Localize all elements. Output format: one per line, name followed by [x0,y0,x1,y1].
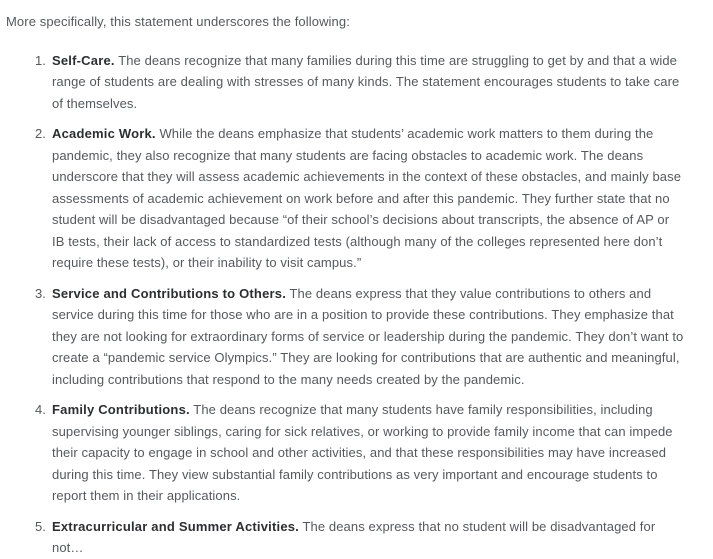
list-item-extracurricular [0,516,713,559]
list-item-text: The deans recognize that many students have family responsibilities, including supervising younger siblings, caring for sick relatives, or working to provide family income that can impede their capacity to engage in school and other activities, and that these responsibilities may have increased during this time. They view substantial family contributions as very important and encourage students to report them in their applications. [52,402,673,503]
list-item-heading: Extracurricular and Summer Activities. [52,518,299,534]
list-item-number: 1. [34,52,46,68]
list-item-academic-work [0,123,713,274]
list-item-service-contributions [0,283,713,391]
list-item-self-care [0,50,713,115]
list-item-family-contributions [0,399,713,507]
list-item-number: 4. [34,402,46,417]
list-item-heading: Family Contributions. [52,402,190,417]
list-item-number: 5. [34,518,46,534]
list-item-text: The deans express that they value contributions to others and service during this time for those who are in a position to provide these contributions. They emphasize that they are not looking for extraordinary forms of service or leadership during the pandemic. They don’t want to create a “pandemic service Olympics.” They are looking for contributions that are authentic and meaningful, including contributions that respond to the many needs created by the pandemic. [52,285,684,387]
numbered-list [0,50,713,559]
list-item-heading: Academic Work. [52,126,156,141]
list-item-number: 2. [34,126,46,141]
list-item-number: 3. [34,285,46,301]
list-item-heading: Self-Care. [52,52,115,68]
list-item-text: The deans recognize that many families during this time are struggling to get by and that a wide range of students are dealing with stresses of many kinds. The statement encourages students to take care of themselves. [52,52,680,111]
list-item-heading: Service and Contributions to Others. [52,285,287,301]
intro-paragraph: More specifically, this statement underscores the following: [6,14,350,29]
list-item-text: While the deans emphasize that students’ academic work matters to them during the pandemic, they also recognize that many students are facing obstacles to academic work. The deans underscore that they will assess academic achievements in the context of these obstacles, and mainly base assessments of academic achievement on work before and after this pandemic. They further state that no student will be disadvantaged because “of their school’s decisions about transcripts, the absence of AP or IB tests, their lack of access to standardized tests (although many of the colleges represented here don’t require these tests), or their inability to visit campus.” [52,126,682,270]
list-item-text: The deans express that no student will be disadvantaged for not… [52,518,656,555]
